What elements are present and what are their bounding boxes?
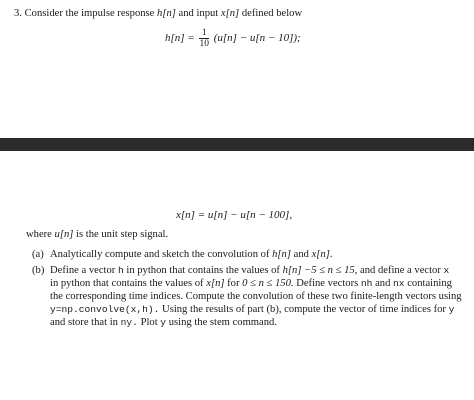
l5-code-y: y: [160, 317, 167, 328]
part-a-x: x[n]: [311, 249, 330, 260]
dark-divider-band: [0, 138, 474, 151]
part-a-sentence: Analytically compute and sketch the convolution of: [50, 249, 270, 260]
l4-code-y: y: [448, 304, 455, 315]
x-symbol: x[n]: [220, 8, 240, 19]
part-b-line-1: [50, 265, 449, 278]
l4-code-convolve: y=np.convolve(x,h).: [50, 304, 160, 315]
l1-hn: h[n]: [282, 265, 302, 276]
h-equation-lhs: h[n] =: [165, 32, 195, 45]
l1-text-c: and define a vector: [360, 265, 441, 276]
l5-code-ny: ny.: [120, 317, 138, 328]
part-a-period: .: [329, 249, 333, 260]
defined-below-text: defined below: [241, 8, 303, 19]
l2-code-nh: nh: [360, 278, 373, 289]
l2-code-nx: nx: [393, 278, 405, 289]
part-b-label: (b): [32, 265, 45, 276]
problem-intro-line: [14, 8, 302, 21]
unit-step-text: is the unit step signal.: [76, 229, 169, 240]
where-text: where: [26, 229, 52, 240]
l2-text-a: in python that contains the values of: [50, 278, 204, 289]
unit-step-line: [26, 229, 168, 242]
h-symbol: h[n]: [157, 8, 176, 19]
l2-for: for: [227, 278, 240, 289]
part-b-line-5: [50, 317, 277, 330]
part-a-h: h[n]: [272, 249, 291, 260]
one-tenth-fraction: [199, 28, 209, 49]
l2-text-b: Define vectors: [296, 278, 359, 289]
l2-and: and: [375, 278, 391, 289]
fraction-denominator: 10: [199, 39, 209, 49]
intro-text: Consider the impulse response: [24, 8, 155, 19]
l1-text-b: in python that contains the values of: [126, 265, 280, 276]
part-a-label: (a): [32, 249, 44, 260]
l2-range: 0 ≤ n ≤ 150.: [242, 278, 294, 289]
l2-xn: x[n]: [206, 278, 225, 289]
l5-text-a: and store that in: [50, 317, 118, 328]
fraction-numerator: 1: [199, 28, 209, 39]
part-b-line-3: the corresponding time indices. Compute the convolution of these two finite-length vectors using: [50, 291, 462, 302]
l5-text-b: Plot: [140, 317, 158, 328]
x-equation: x[n] = u[n] − u[n − 100],: [176, 209, 293, 221]
problem-number: 3.: [14, 8, 22, 19]
u-symbol: u[n]: [54, 229, 74, 240]
part-b-line-2: [50, 278, 452, 291]
part-a-and: and: [293, 249, 309, 260]
l5-text-c: using the stem command.: [168, 317, 277, 328]
h-equation-rhs: (u[n] − u[n − 10]);: [213, 32, 301, 45]
and-input-text: and input: [178, 8, 219, 19]
h-equation: [165, 28, 301, 49]
l4-text: Using the results of part (b), compute the vector of time indices for: [162, 304, 446, 315]
part-b-line-4: [50, 304, 454, 317]
l1-text-a: Define a vector: [50, 265, 116, 276]
l1-range: −5 ≤ n ≤ 15,: [304, 265, 358, 276]
part-a-text: [50, 249, 332, 262]
l1-code-x: x: [443, 265, 450, 276]
l2-text-c: containing: [407, 278, 452, 289]
l1-code-h: h: [117, 265, 124, 276]
